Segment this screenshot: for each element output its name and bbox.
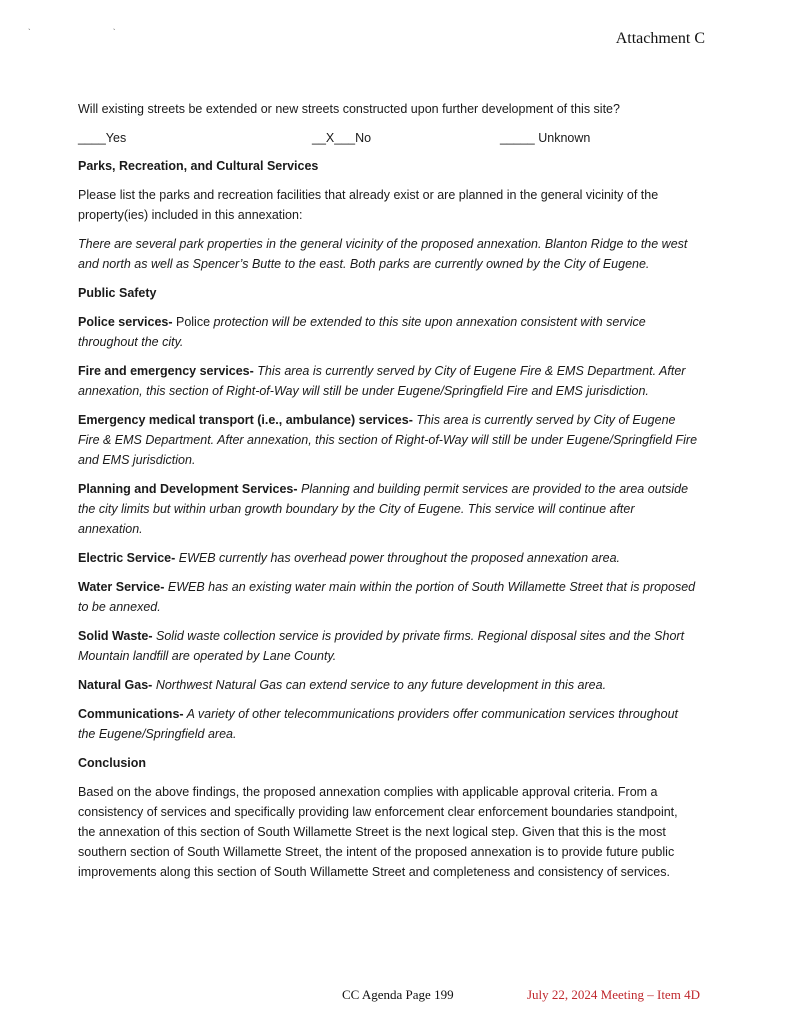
service-plain-text: Police xyxy=(172,315,211,329)
attachment-label: Attachment C xyxy=(615,30,705,47)
service-text: EWEB has an existing water main within the portion of South Willamette Street that is proposed to be annexed. xyxy=(78,580,696,614)
answer-yes: ____Yes xyxy=(78,131,127,145)
meeting-item-label: July 22, 2024 Meeting – Item 4D xyxy=(527,987,700,1002)
service-label: Water Service- xyxy=(78,580,165,594)
service-text: Northwest Natural Gas can extend service to any future development in this area. xyxy=(152,678,607,692)
service-label: Emergency medical transport (i.e., ambulance) services- xyxy=(78,413,413,427)
service-solid-waste xyxy=(78,626,698,666)
service-police xyxy=(78,312,698,352)
service-label: Solid Waste- xyxy=(78,629,153,643)
scan-specks: ` ` xyxy=(28,28,156,37)
service-planning xyxy=(78,479,698,539)
service-natural-gas xyxy=(78,675,698,695)
conclusion-heading: Conclusion xyxy=(78,756,147,770)
service-water xyxy=(78,577,698,617)
conclusion-text: Based on the above findings, the proposed annexation complies with applicable approval criteria. From a consistency of services and specifically providing law enforcement clear enforcement boundaries standpoint, the annexation of this section of South Willamette Street is the next logical step. Given that this is the most southern section of South Willamette Street, the intent of the proposed annexation is to provide future public improvements along this section of South Willamette Street and completeness and consistency of services. xyxy=(78,785,678,879)
parks-heading: Parks, Recreation, and Cultural Services xyxy=(78,159,319,173)
service-label: Natural Gas- xyxy=(78,678,153,692)
service-electric xyxy=(78,548,698,568)
service-text: This area is currently served by City of Eugene Fire & EMS Department. After annexation, this section of Right-of-Way will still be under Eugene/Springfield Fire and EMS jurisdiction. xyxy=(78,364,686,398)
service-text: Planning and building permit services are provided to the area outside the city limits but within urban growth boundary by the City of Eugene. This service will continue after annexation. xyxy=(78,482,689,536)
parks-prompt: Please list the parks and recreation facilities that already exist or are planned in the general vicinity of the property(ies) included in this annexation: xyxy=(78,188,659,222)
service-label: Electric Service- xyxy=(78,551,176,565)
service-text: protection will be extended to this site upon annexation consistent with service throughout the city. xyxy=(78,315,646,349)
answer-unknown: _____ Unknown xyxy=(500,131,591,145)
service-text: EWEB currently has overhead power throughout the proposed annexation area. xyxy=(175,551,621,565)
parks-answer: There are several park properties in the general vicinity of the proposed annexation. Blanton Ridge to the west and north as well as Spencer’s Butte to the east. Both parks are currently owned by the City of Eugene. xyxy=(78,237,688,271)
service-fire xyxy=(78,361,698,401)
service-text: Solid waste collection service is provided by private firms. Regional disposal sites and the Short Mountain landfill are operated by Lane County. xyxy=(78,629,685,663)
safety-heading: Public Safety xyxy=(78,286,157,300)
answer-no: __X___No xyxy=(312,131,372,145)
service-communications xyxy=(78,704,698,744)
agenda-page-number: CC Agenda Page 199 xyxy=(342,987,454,1002)
service-label: Planning and Development Services- xyxy=(78,482,298,496)
streets-question: Will existing streets be extended or new streets constructed upon further development of this site? xyxy=(78,102,620,116)
service-label: Communications- xyxy=(78,707,184,721)
document-body xyxy=(78,99,698,891)
service-text: A variety of other telecommunications providers offer communication services throughout the Eugene/Springfield area. xyxy=(78,707,679,741)
service-label: Fire and emergency services- xyxy=(78,364,254,378)
service-label: Police services- xyxy=(78,315,173,329)
service-ambulance xyxy=(78,410,698,470)
service-text: This area is currently served by City of Eugene Fire & EMS Department. After annexation, this section of Right-of-Way will still be under Eugene/Springfield Fire and EMS jurisdiction. xyxy=(78,413,698,467)
streets-answers xyxy=(78,128,698,148)
